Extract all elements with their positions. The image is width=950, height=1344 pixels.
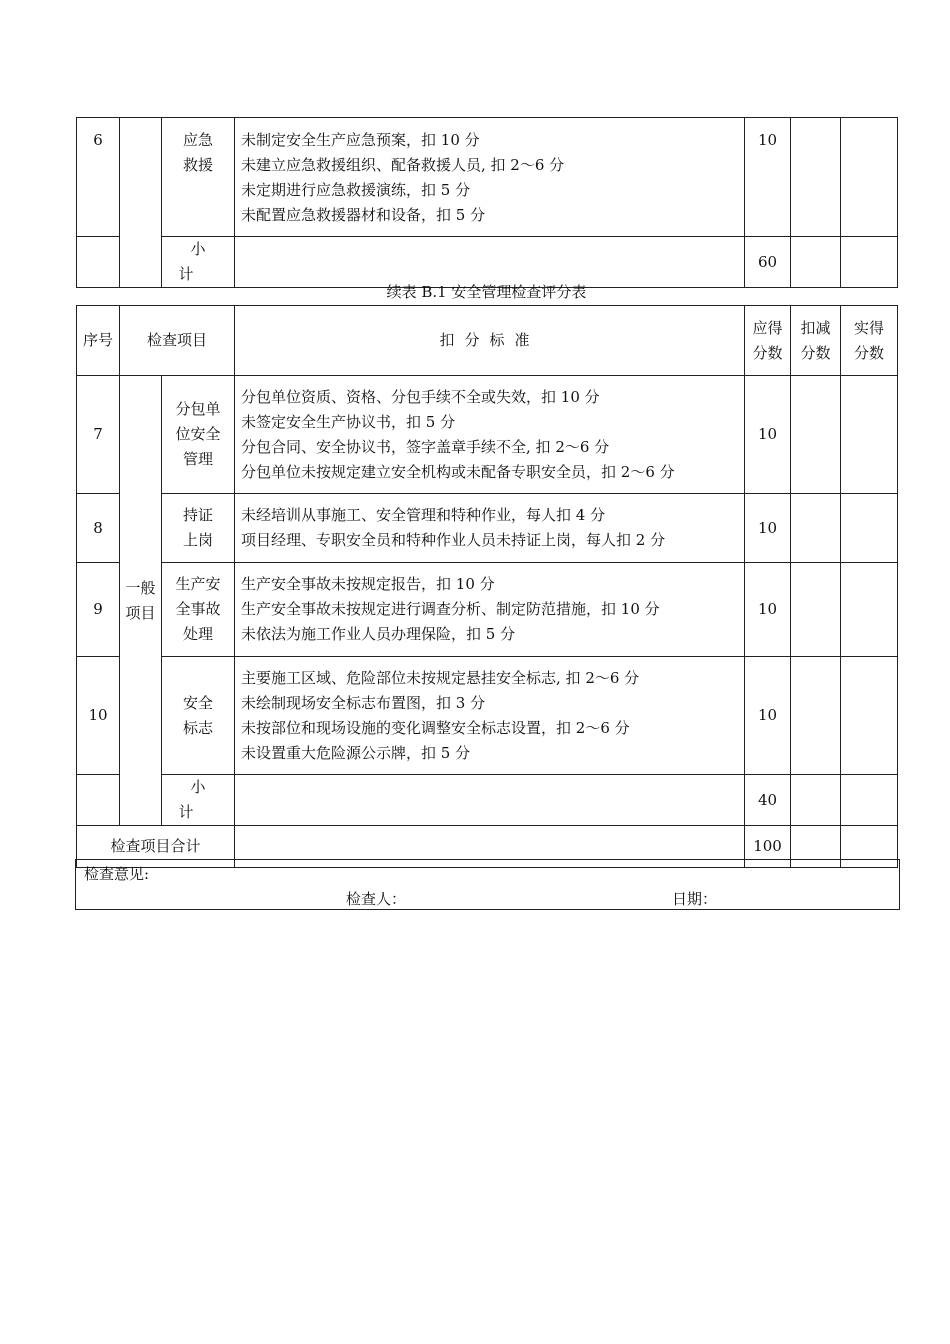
top-table [76, 117, 898, 288]
group-cell [120, 118, 162, 288]
actual-score[interactable] [841, 376, 898, 494]
should-score: 10 [745, 118, 791, 237]
subtotal-row [77, 237, 898, 288]
actual-score[interactable] [841, 657, 898, 775]
table-row [77, 376, 898, 494]
deducted-score[interactable] [791, 563, 841, 657]
should-score: 40 [745, 775, 791, 826]
row-number: 7 [77, 376, 120, 494]
header-criteria: 扣分标准 [235, 306, 745, 376]
deducted-score[interactable] [791, 118, 841, 237]
should-score: 60 [745, 237, 791, 288]
header-item: 检查项目 [120, 306, 235, 376]
actual-score[interactable] [841, 775, 898, 826]
item-name: 生产安 全事故 处理 [162, 563, 235, 657]
deduction-criteria: 生产安全事故未按规定报告，扣 10 分 生产安全事故未按规定进行调查分析、制定防范措施，扣 10 分 未依法为施工作业人员办理保险，扣 5 分 [235, 563, 745, 657]
deduction-criteria [235, 775, 745, 826]
actual-score[interactable] [841, 494, 898, 563]
table-row [77, 118, 898, 237]
subtotal-label: 小计 [162, 775, 235, 826]
should-score: 10 [745, 657, 791, 775]
opinion-label: 检查意见: [84, 865, 150, 883]
score-table [76, 305, 898, 868]
should-score: 100 [745, 826, 791, 868]
table-row [77, 494, 898, 563]
deducted-score[interactable] [791, 657, 841, 775]
table-caption: 续表 B.1 安全管理检查评分表 [386, 283, 587, 301]
subtotal-label: 小计 [162, 237, 235, 288]
deduction-criteria: 未经培训从事施工、安全管理和特种作业，每人扣 4 分 项目经理、专职安全员和特种作业人员未持证上岗，每人扣 2 分 [235, 494, 745, 563]
actual-score[interactable] [841, 118, 898, 237]
header-deducted: 扣减 分数 [791, 306, 841, 376]
row-number: 10 [77, 657, 120, 775]
header-row [77, 306, 898, 376]
inspection-footer [75, 859, 900, 910]
item-name: 持证 上岗 [162, 494, 235, 563]
deduction-criteria: 主要施工区域、危险部位未按规定悬挂安全标志, 扣 2～6 分 未绘制现场安全标志布置图，扣 3 分 未按部位和现场设施的变化调整安全标志设置，扣 2～6 分 未设置重大危险源公示牌，扣 5 分 [235, 657, 745, 775]
deduction-criteria: 未制定安全生产应急预案，扣 10 分 未建立应急救援组织、配备救援人员, 扣 2～6 分 未定期进行应急救援演练，扣 5 分 未配置应急救援器材和设备，扣 5 分 [235, 118, 745, 237]
deducted-score[interactable] [791, 775, 841, 826]
group-label: 一般 项目 [120, 376, 162, 826]
should-score: 10 [745, 494, 791, 563]
row-number: 8 [77, 494, 120, 563]
actual-score[interactable] [841, 563, 898, 657]
inspector-label: 检查人： [346, 890, 407, 908]
item-name: 应急 救援 [162, 118, 235, 237]
deduction-criteria [235, 237, 745, 288]
should-score: 10 [745, 376, 791, 494]
should-score: 10 [745, 563, 791, 657]
item-name: 分包单 位安全 管理 [162, 376, 235, 494]
deducted-score[interactable] [791, 237, 841, 288]
subtotal-row [77, 775, 898, 826]
table-row [77, 563, 898, 657]
header-actual: 实得 分数 [841, 306, 898, 376]
deducted-score[interactable] [791, 494, 841, 563]
row-number [77, 237, 120, 288]
deducted-score[interactable] [791, 376, 841, 494]
actual-score[interactable] [841, 237, 898, 288]
deduction-criteria: 分包单位资质、资格、分包手续不全或失效，扣 10 分 未签定安全生产协议书，扣 5 分 分包合同、安全协议书，签字盖章手续不全, 扣 2～6 分 分包单位未按规定建立安全机构或未配备专职安全员，扣 2～6 分 [235, 376, 745, 494]
table-row [77, 657, 898, 775]
row-number: 6 [77, 118, 120, 237]
row-number: 9 [77, 563, 120, 657]
header-number: 序号 [77, 306, 120, 376]
item-name: 安全 标志 [162, 657, 235, 775]
total-label: 检查项目合计 [77, 826, 235, 868]
header-should-score: 应得 分数 [745, 306, 791, 376]
date-label: 日期： [672, 890, 718, 908]
row-number [77, 775, 120, 826]
